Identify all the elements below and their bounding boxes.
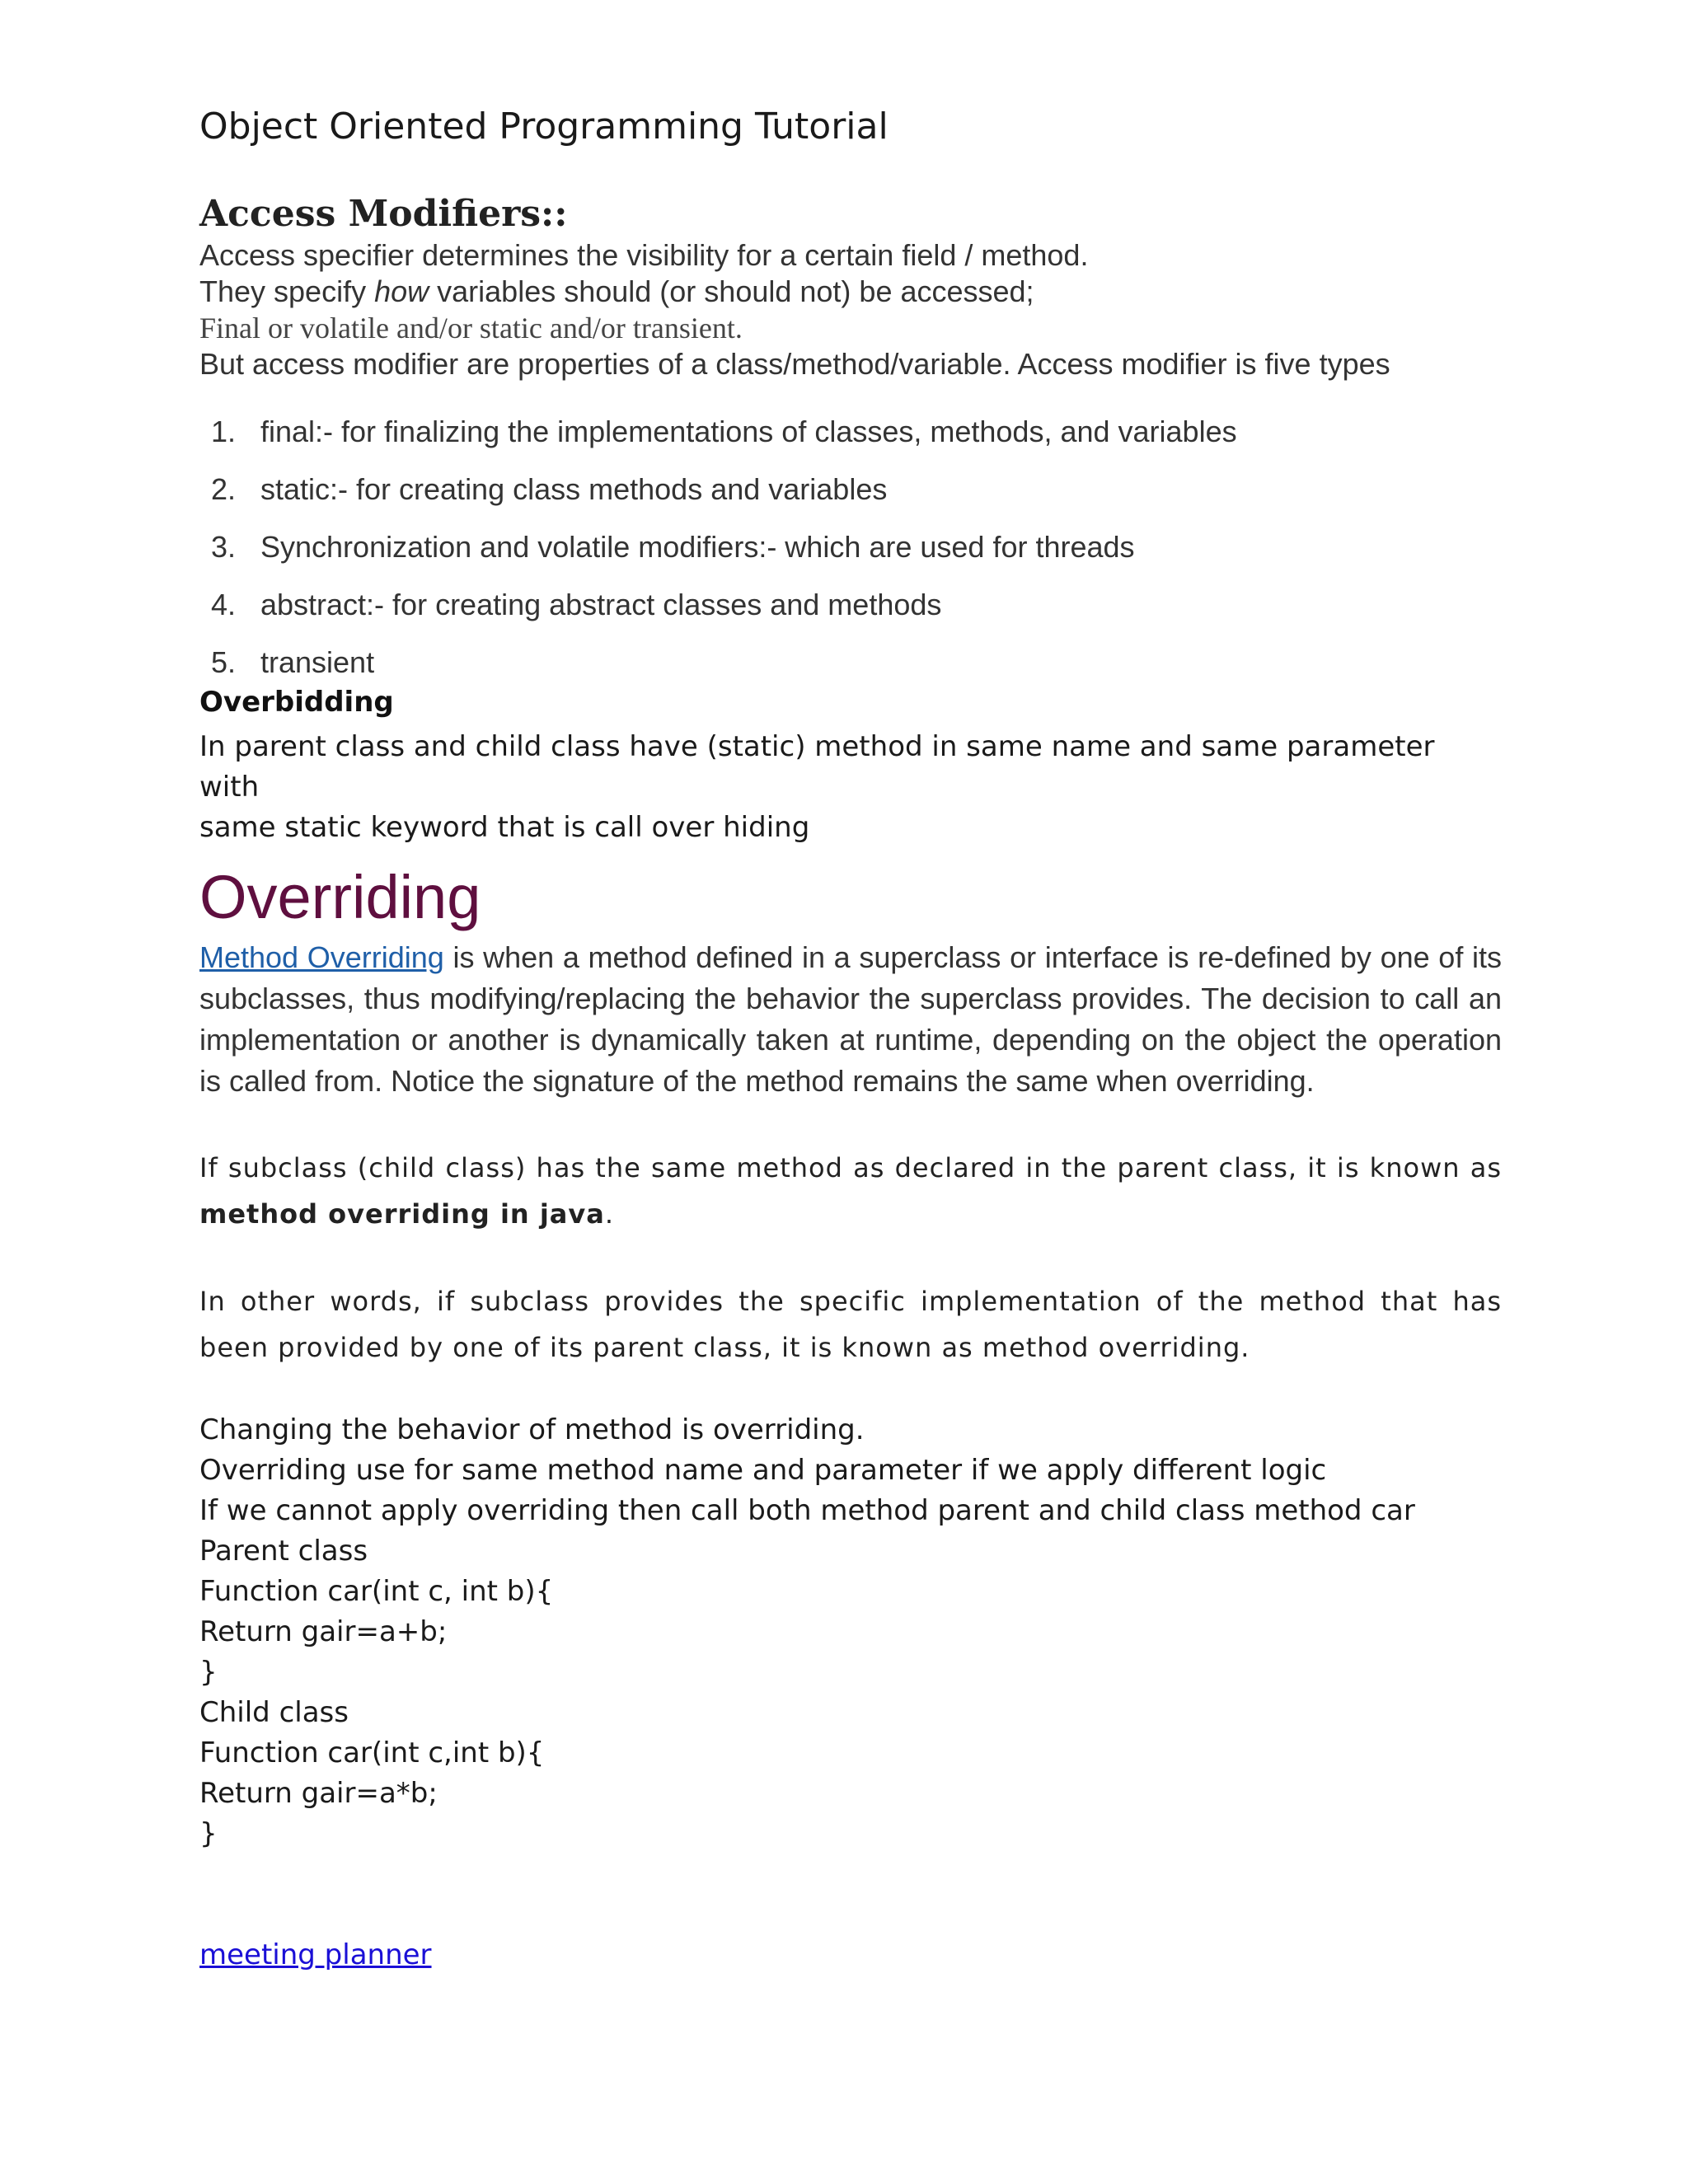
list-item-text: final:- for finalizing the implementations of classes, methods, and variables (260, 415, 1237, 448)
overbidding-line-1: In parent class and child class have (static) method in same name and same parameter with (199, 730, 1435, 804)
overriding-section (199, 863, 1502, 1371)
code-line: Child class (199, 1696, 349, 1729)
access-line-2-end: variables should (or should not) be accessed; (429, 274, 1034, 308)
overbidding-line-2: same static keyword that is call over hiding (199, 811, 810, 844)
list-item-number: 3. (211, 530, 237, 564)
code-line: Return gair=a+b; (199, 1615, 448, 1648)
overriding-paragraph-2-end: . (604, 1198, 615, 1230)
overriding-paragraph-1 (199, 937, 1502, 1102)
overbidding-heading: Overbidding (199, 686, 394, 719)
list-item (199, 587, 1502, 623)
list-item-number: 2. (211, 472, 237, 506)
list-item-number: 1. (211, 415, 237, 448)
overbidding-section (199, 682, 1502, 848)
overriding-paragraph-2-bold: method overriding in java (199, 1198, 605, 1230)
list-item (199, 471, 1502, 508)
overriding-paragraph-2-text: If subclass (child class) has the same method as declared in the parent class, it is known as (199, 1152, 1502, 1183)
access-modifier-list (199, 414, 1502, 681)
access-line-4: But access modifier are properties of a class/method/variable. Access modifier is five types (199, 347, 1390, 381)
meeting-planner-link[interactable]: meeting planner (199, 1938, 432, 1971)
access-line-2-italic: how (374, 274, 429, 308)
code-line: Function car(int c, int b){ (199, 1575, 554, 1608)
access-line-1: Access specifier determines the visibility for a certain field / method. (199, 238, 1089, 272)
notes-section (199, 1410, 1502, 1531)
list-item-text: static:- for creating class methods and variables (260, 472, 888, 506)
overriding-heading: Overriding (199, 863, 481, 931)
list-item-text: transient (260, 645, 375, 679)
access-line-3: Final or volatile and/or static and/or transient. (199, 312, 743, 344)
list-item (199, 529, 1502, 565)
document-content (199, 99, 1502, 1975)
list-item (199, 414, 1502, 450)
document-title: Object Oriented Programming Tutorial (199, 105, 889, 148)
method-overriding-link[interactable]: Method Overriding (199, 940, 444, 974)
list-item-text: abstract:- for creating abstract classes and methods (260, 588, 942, 621)
code-line: Function car(int c,int b){ (199, 1736, 545, 1769)
footer (199, 1935, 1502, 1975)
code-line: Return gair=a*b; (199, 1777, 438, 1810)
access-modifiers-section (199, 191, 1502, 681)
access-line-2-start: They specify (199, 274, 375, 308)
note-line-2: Overriding use for same method name and parameter if we apply different logic (199, 1454, 1327, 1487)
access-modifiers-heading: Access Modifiers:: (199, 193, 568, 235)
code-line: } (199, 1817, 218, 1850)
code-line: Parent class (199, 1535, 368, 1568)
access-line-2 (199, 274, 1502, 310)
code-example (199, 1531, 1502, 1854)
overriding-paragraph-3: In other words, if subclass provides the specific implementation of the method that has been provided by one of its parent class, it is known as method overriding. (199, 1286, 1502, 1363)
overriding-paragraph-1-text: is when a method defined in a superclass or interface is re-defined by one of its subclasses, thus modifying/replacing the behavior the superclass provides. The decision to call an implementation or another is dynamically taken at runtime, depending on the object the operation is called from. Notice the signature of the method remains the same when overriding. (199, 940, 1502, 1098)
note-line-3: If we cannot apply overriding then call both method parent and child class method car (199, 1494, 1415, 1527)
list-item (199, 644, 1502, 681)
list-item-number: 5. (211, 645, 237, 679)
code-line: } (199, 1656, 218, 1689)
list-item-text: Synchronization and volatile modifiers:- which are used for threads (260, 530, 1135, 564)
note-line-1: Changing the behavior of method is overriding. (199, 1413, 865, 1446)
list-item-number: 4. (211, 588, 237, 621)
overriding-paragraph-2 (199, 1145, 1502, 1237)
